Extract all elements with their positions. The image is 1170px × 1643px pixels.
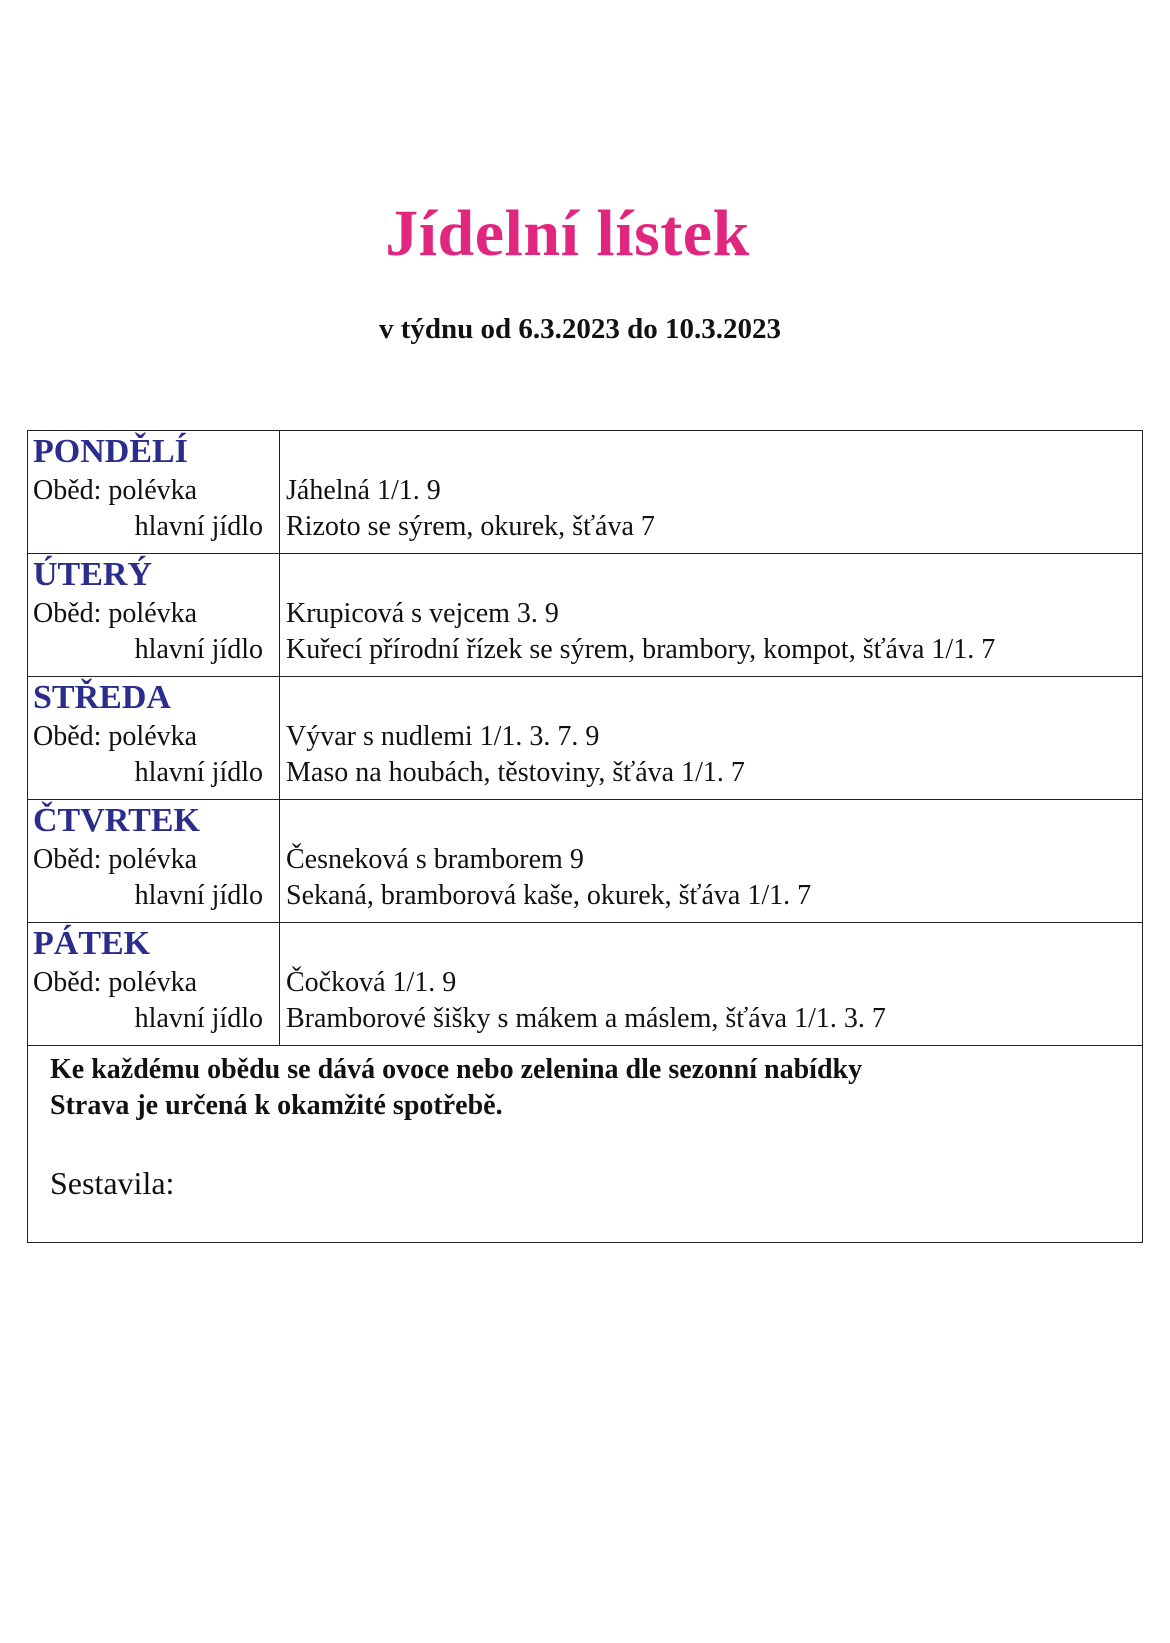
- day-name: ČTVRTEK: [33, 802, 200, 839]
- main-dish-item: Rizoto se sýrem, okurek, šťáva 7: [286, 511, 655, 542]
- main-dish-label: hlavní jídlo: [134, 634, 263, 665]
- day-row-friday: [28, 923, 1142, 1046]
- day-name: PONDĚLÍ: [33, 433, 188, 470]
- day-row-monday: [28, 431, 1142, 554]
- day-menu-cell: [280, 431, 1142, 553]
- soup-label: Oběd: polévka: [33, 598, 198, 629]
- main-dish-label: hlavní jídlo: [134, 1003, 263, 1034]
- main-dish-item: Bramborové šišky s mákem a máslem, šťáva 1/1. 3. 7: [286, 1003, 886, 1034]
- day-row-tuesday: [28, 554, 1142, 677]
- day-row-wednesday: [28, 677, 1142, 800]
- main-dish-item: Maso na houbách, těstoviny, šťáva 1/1. 7: [286, 757, 745, 788]
- day-label-cell: [28, 800, 280, 922]
- main-dish-label: hlavní jídlo: [134, 511, 263, 542]
- soup-item: Vývar s nudlemi 1/1. 3. 7. 9: [286, 721, 600, 752]
- soup-label: Oběd: polévka: [33, 475, 198, 506]
- day-label-cell: [28, 923, 280, 1045]
- day-name: PÁTEK: [33, 925, 151, 962]
- consumption-note: Strava je určená k okamžité spotřebě.: [50, 1090, 503, 1121]
- week-range: v týdnu od 6.3.2023 do 10.3.2023: [378, 313, 782, 345]
- day-label-cell: [28, 677, 280, 799]
- day-menu-cell: [280, 677, 1142, 799]
- day-menu-cell: [280, 923, 1142, 1045]
- main-dish-label: hlavní jídlo: [134, 880, 263, 911]
- soup-item: Jáhelná 1/1. 9: [286, 475, 441, 506]
- day-row-thursday: [28, 800, 1142, 923]
- day-menu-cell: [280, 800, 1142, 922]
- soup-label: Oběd: polévka: [33, 721, 198, 752]
- day-name: STŘEDA: [33, 679, 171, 716]
- main-dish-label: hlavní jídlo: [134, 757, 263, 788]
- day-name: ÚTERÝ: [33, 556, 153, 593]
- compiled-by-label: Sestavila:: [50, 1165, 175, 1201]
- soup-item: Čočková 1/1. 9: [286, 967, 457, 998]
- soup-label: Oběd: polévka: [33, 967, 198, 998]
- day-menu-cell: [280, 554, 1142, 676]
- page-title: Jídelní lístek: [385, 197, 750, 270]
- menu-footer: [28, 1046, 1142, 1242]
- day-label-cell: [28, 554, 280, 676]
- soup-item: Česneková s bramborem 9: [286, 844, 584, 875]
- day-label-cell: [28, 431, 280, 553]
- soup-item: Krupicová s vejcem 3. 9: [286, 598, 559, 629]
- soup-label: Oběd: polévka: [33, 844, 198, 875]
- main-dish-item: Kuřecí přírodní řízek se sýrem, brambory, kompot, šťáva 1/1. 7: [286, 634, 996, 665]
- main-dish-item: Sekaná, bramborová kaše, okurek, šťáva 1/1. 7: [286, 880, 812, 911]
- menu-table: [27, 430, 1143, 1243]
- fruit-note: Ke každému obědu se dává ovoce nebo zelenina dle sezonní nabídky: [50, 1054, 863, 1085]
